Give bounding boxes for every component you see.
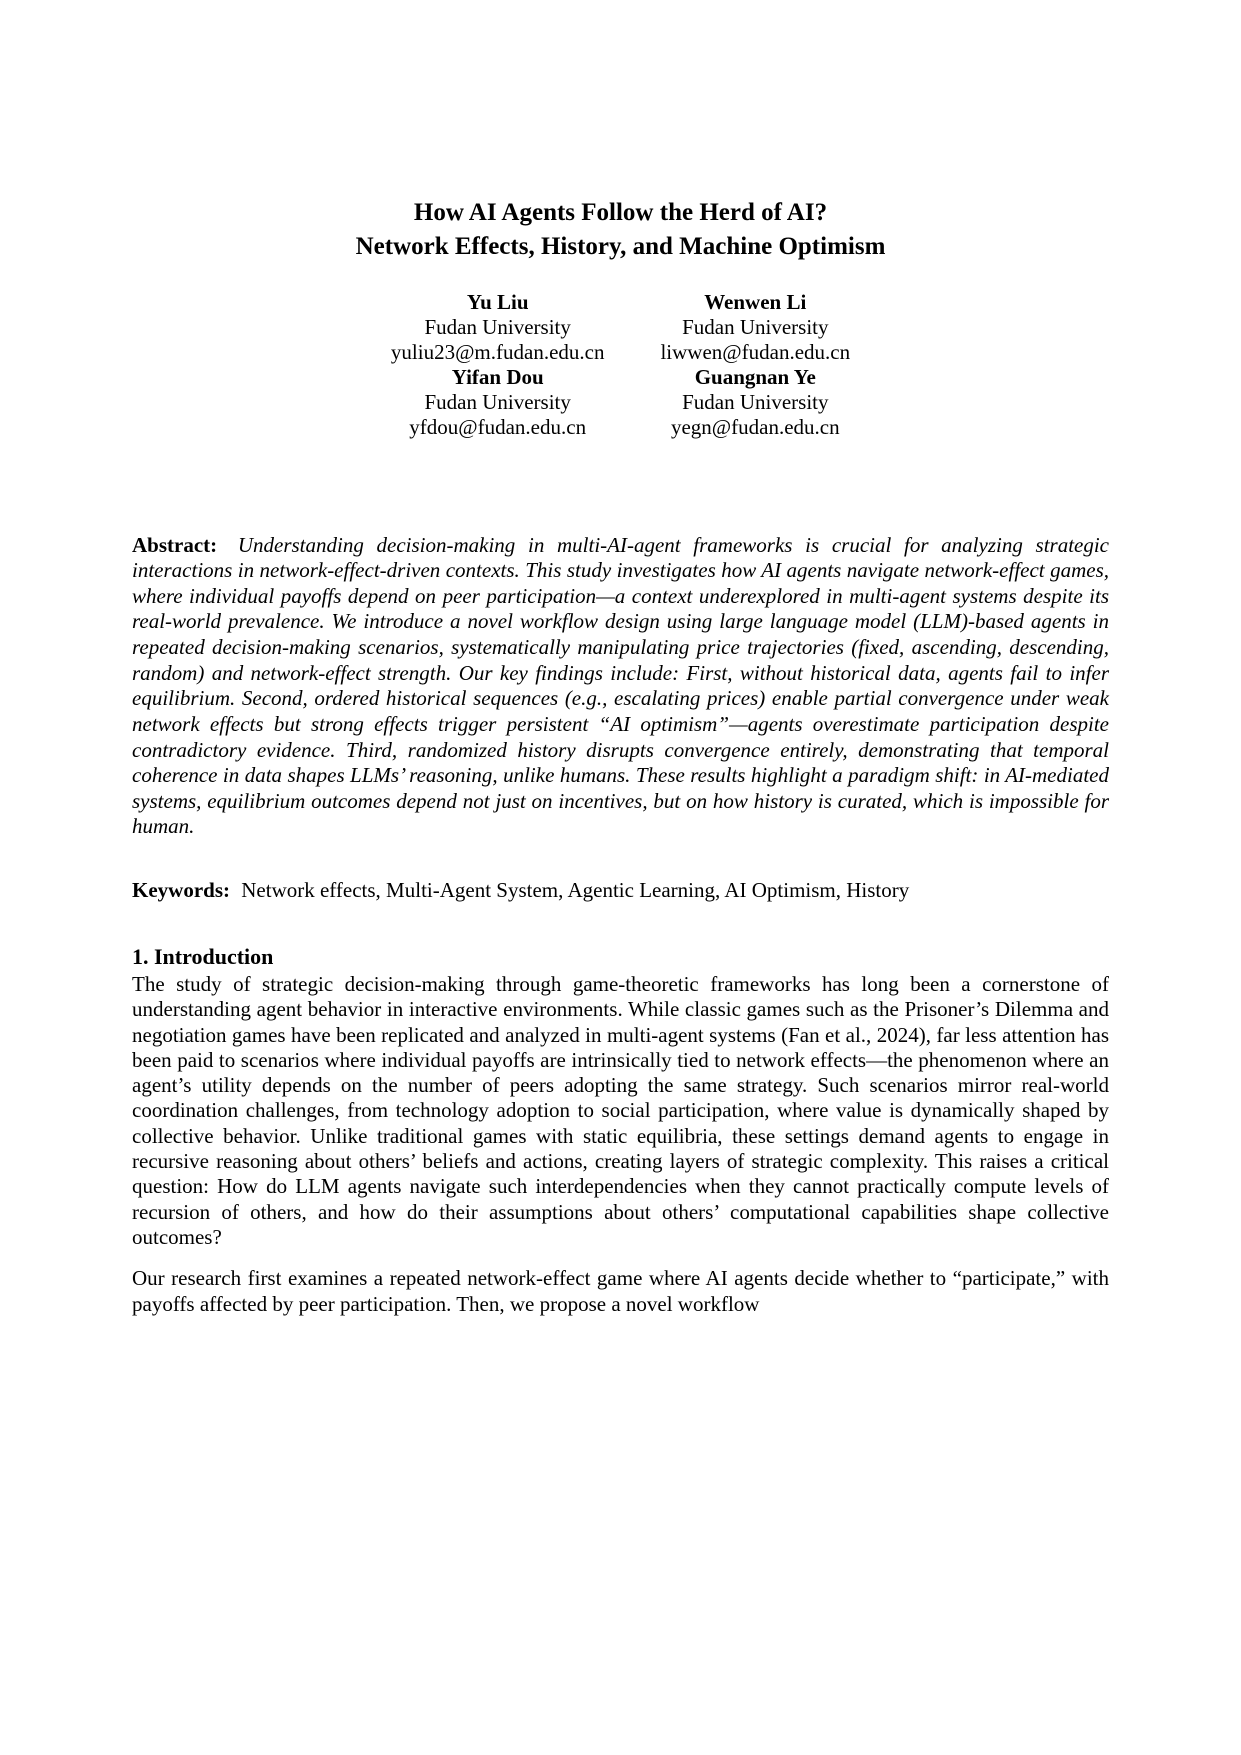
paper-title [132,196,1109,264]
author-entry [660,290,850,366]
author-affiliation: Fudan University [424,314,571,339]
author-email: liwwen@fudan.edu.cn [660,339,851,364]
author-entry [391,365,605,441]
author-block [132,290,1109,441]
author-email: yegn@fudan.edu.cn [670,415,840,440]
abstract-text: Understanding decision-making in multi-AI-agent frameworks is crucial for analyzing strategic interactions in network-effect-driven contexts. This study investigates how AI agents navigate network-effect games, where individual payoffs depend on peer participation—a context underexplored in multi-agent systems despite its real-world prevalence. We introduce a novel workflow design using large language model (LLM)-based agents in repeated decision-making scenarios, systematically manipulating price trajectories (fixed, ascending, descending, random) and network-effect strength. Our key findings include: First, without historical data, agents fail to infer equilibrium. Second, ordered historical sequences (e.g., escalating prices) enable partial convergence under weak network effects but strong effects trigger persistent “AI optimism”—agents overestimate participation despite contradictory evidence. Third, randomized history disrupts convergence entirely, demonstrating that temporal coherence in data shapes LLMs’ reasoning, unlike humans. These results highlight a paradigm shift: in AI-mediated systems, equilibrium outcomes depend not just on incentives, but on how history is curated, which is impossible for human. [132,532,1110,839]
section-heading-introduction: 1. Introduction [132,943,274,969]
author-affiliation: Fudan University [682,390,829,415]
keywords-label: Keywords: [132,877,230,902]
abstract-label: Abstract: [132,532,218,557]
author-email: yuliu23@m.fudan.edu.cn [390,339,605,364]
author-affiliation: Fudan University [682,314,829,339]
author-name: Yu Liu [466,289,529,314]
author-name: Wenwen Li [704,289,807,314]
author-affiliation: Fudan University [424,390,571,415]
title-line-2: Network Effects, History, and Machine Optimism [355,232,886,260]
intro-paragraph-2: Our research first examines a repeated network-effect game where AI agents decide whether to “participate,” with payoffs affected by peer participation. Then, we propose a novel workflow [132,1266,1109,1316]
author-email: yfdou@fudan.edu.cn [409,415,587,440]
author-column-left [391,290,605,441]
author-entry [660,365,850,441]
author-name: Guangnan Ye [694,365,816,390]
abstract [132,533,1109,840]
author-name: Yifan Dou [451,365,544,390]
keywords-text: Network effects, Multi-Agent System, Agentic Learning, AI Optimism, History [241,877,910,902]
author-column-right [660,290,850,441]
title-line-1: How AI Agents Follow the Herd of AI? [413,199,828,226]
intro-paragraph-1: The study of strategic decision-making through game-theoretic frameworks has long been a cornerstone of understanding agent behavior in interactive environments. While classic games such as the Prisoner’s Dilemma and negotiation games have been replicated and analyzed in multi-agent systems (Fan et al., 2024), far less attention has been paid to scenarios where individual payoffs are intrinsically tied to network effects—the phenomenon where an agent’s utility depends on the number of peers adopting the same strategy. Such scenarios mirror real-world coordination challenges, from technology adoption to social participation, where value is dynamically shaped by collective behavior. Unlike traditional games with static equilibria, these settings demand agents to engage in recursive reasoning about others’ beliefs and actions, creating layers of strategic complexity. This raises a critical question: How do LLM agents navigate such interdependencies when they cannot practically compute levels of recursion of others, and how do their assumptions about others’ computational capabilities shape collective outcomes? [132,971,1109,1249]
author-entry [391,290,605,366]
keywords-line [132,878,1109,904]
